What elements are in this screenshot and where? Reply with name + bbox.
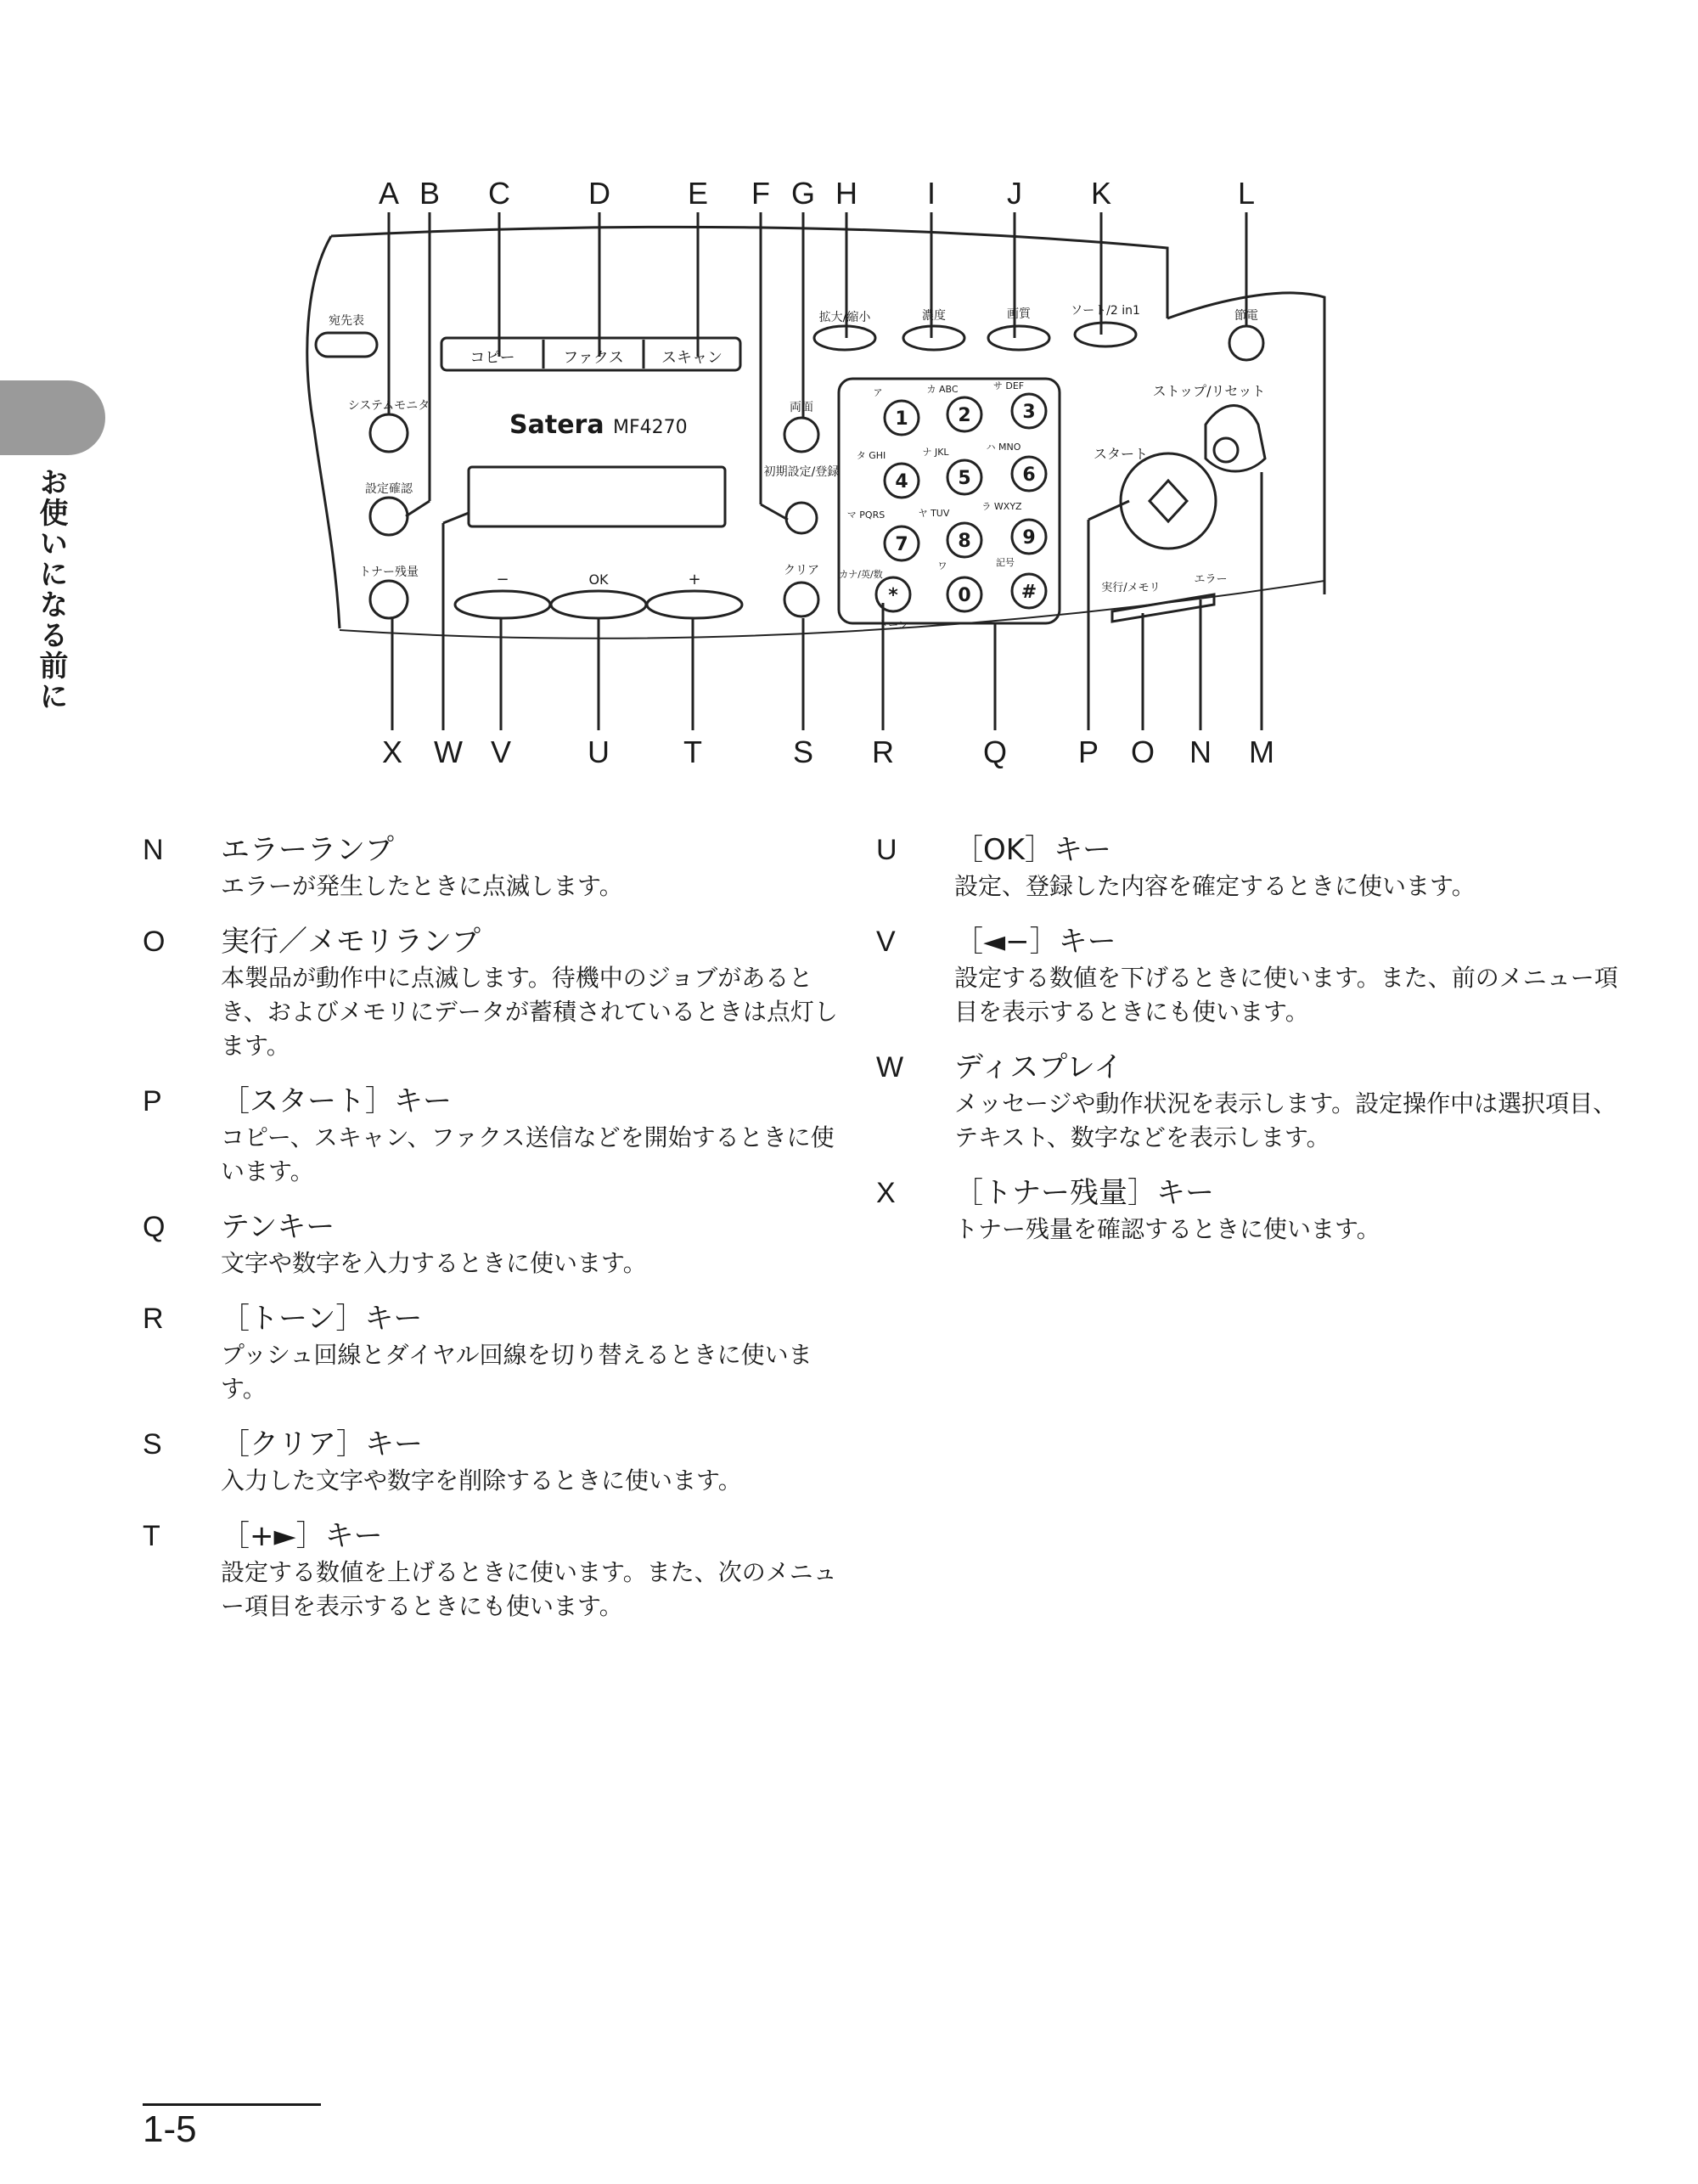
chapter-label: お使いになる前に — [34, 467, 68, 712]
entry-V — [876, 924, 1640, 1029]
key-7-letters: マ PQRS — [846, 509, 886, 521]
entry-O — [143, 924, 839, 1063]
key-star: * — [888, 585, 898, 606]
brand-logo: Satera — [509, 410, 604, 440]
callout-M: M — [1249, 735, 1274, 769]
entry-description: 設定する数値を下げるときに使います。また、前のメニュー項目を表示するときにも使います。 — [954, 964, 1618, 1026]
entry-letter: U — [876, 834, 897, 866]
callout-Q: Q — [982, 735, 1008, 769]
tone-label: トーン — [878, 619, 908, 631]
entry-description: 設定、登録した内容を確定するときに使います。 — [954, 872, 1476, 900]
key-3-letters: サ DEF — [992, 380, 1025, 391]
callout-J: J — [1007, 176, 1022, 211]
key-3: 3 — [1022, 402, 1036, 423]
entry-letter: N — [143, 834, 164, 866]
entry-letter: V — [876, 926, 896, 958]
settings-check-label: 設定確認 — [365, 482, 413, 496]
callout-C: C — [488, 176, 510, 211]
stop-reset-label: ストップ/リセット — [1152, 383, 1266, 399]
address-book-label: 宛先表 — [329, 314, 364, 328]
entry-letter: O — [143, 926, 166, 958]
callout-E: E — [687, 176, 709, 211]
entry-W — [876, 1050, 1640, 1155]
callout-A: A — [378, 176, 400, 211]
entry-description: トナー残量を確認するときに使います。 — [954, 1215, 1380, 1243]
entry-description: メッセージや動作状況を表示します。設定操作中は選択項目、テキスト、数字などを表示します。 — [954, 1089, 1617, 1151]
mode-fax-label: ファクス — [563, 349, 624, 367]
callout-G: G — [790, 176, 816, 211]
entry-U — [876, 832, 1640, 903]
entry-letter: R — [143, 1303, 164, 1335]
memory-label: 実行/メモリ — [1101, 582, 1161, 594]
entry-title: ［+►］キー — [221, 1519, 383, 1553]
entry-N — [143, 832, 839, 903]
mode-copy-label: コピー — [469, 349, 515, 367]
minus-key-label: − — [496, 571, 509, 588]
key-0-letters: ワ — [937, 560, 947, 571]
key-4-letters: タ GHI — [856, 450, 886, 461]
callout-R: R — [872, 735, 894, 769]
callout-L: L — [1237, 176, 1256, 211]
kana-label: カナ/英/数 — [839, 569, 883, 580]
key-8-letters: ヤ TUV — [918, 508, 950, 519]
footer-rule — [143, 2103, 321, 2106]
key-1: 1 — [895, 408, 908, 430]
entry-title: ［トナー残量］キー — [954, 1176, 1214, 1210]
entry-letter: P — [143, 1085, 162, 1117]
entry-title: 実行／メモリランプ — [221, 925, 481, 959]
callout-W: W — [434, 735, 463, 769]
key-2-letters: カ ABC — [926, 384, 959, 395]
callout-S: S — [792, 735, 814, 769]
entry-T — [143, 1518, 839, 1624]
clear-label: クリア — [784, 564, 819, 577]
description-column-left — [143, 832, 839, 1644]
initial-settings-label: 初期設定/登録 — [763, 465, 840, 479]
entry-title: ［スタート］キー — [221, 1084, 452, 1118]
key-1-letters: ア — [873, 387, 883, 398]
key-8: 8 — [958, 531, 971, 552]
description-column-right — [876, 832, 1640, 1267]
callout-K: K — [1090, 176, 1112, 211]
key-4: 4 — [895, 471, 908, 493]
entry-R — [143, 1301, 839, 1406]
energy-saver-label: 節電 — [1234, 309, 1258, 323]
image-quality-label: 画質 — [1007, 307, 1031, 321]
system-monitor-label: システムモニタ — [347, 399, 430, 413]
entry-description: プッシュ回線とダイヤル回線を切り替えるときに使います。 — [221, 1341, 812, 1403]
entry-description: 文字や数字を入力するときに使います。 — [221, 1249, 647, 1277]
page-number: 1-5 — [143, 2108, 197, 2150]
ok-key-label: OK — [588, 571, 609, 588]
entry-title: ［OK］キー — [954, 833, 1112, 867]
callout-B: B — [419, 176, 441, 211]
key-hash-letters: 記号 — [996, 557, 1015, 568]
entry-title: テンキー — [221, 1210, 335, 1244]
key-7: 7 — [895, 534, 908, 555]
error-label: エラー — [1194, 573, 1228, 586]
callout-H: H — [835, 176, 857, 211]
toner-level-label: トナー残量 — [359, 566, 419, 579]
entry-S — [143, 1427, 839, 1498]
callout-P: P — [1077, 735, 1099, 769]
key-hash: # — [1020, 582, 1037, 603]
entry-title: ［◄−］キー — [954, 925, 1116, 959]
entry-description: 設定する数値を上げるときに使います。また、次のメニュー項目を表示するときにも使います。 — [221, 1558, 837, 1620]
plus-key-label: + — [688, 571, 701, 588]
zoom-label: 拡大/縮小 — [818, 311, 871, 324]
entry-description: 入力した文字や数字を削除するときに使います。 — [221, 1466, 742, 1494]
entry-Q — [143, 1209, 839, 1281]
mode-scan-label: スキャン — [661, 349, 722, 367]
duplex-label: 両面 — [790, 401, 813, 414]
callout-V: V — [490, 735, 512, 769]
entry-title: エラーランプ — [221, 833, 394, 867]
entry-description: エラーが発生したときに点滅します。 — [221, 872, 623, 900]
callout-I: I — [926, 176, 936, 211]
entry-X — [876, 1175, 1640, 1247]
callout-O: O — [1130, 735, 1155, 769]
key-5: 5 — [958, 468, 971, 489]
key-6-letters: ハ MNO — [986, 442, 1021, 453]
key-5-letters: ナ JKL — [922, 447, 949, 458]
operation-panel-diagram — [0, 0, 1698, 781]
key-9-letters: ラ WXYZ — [981, 501, 1022, 512]
entry-title: ［クリア］キー — [221, 1427, 423, 1461]
start-label: スタート — [1093, 446, 1149, 462]
entry-letter: Q — [143, 1211, 166, 1243]
callout-T: T — [683, 735, 702, 769]
entry-letter: W — [876, 1051, 904, 1084]
entry-P — [143, 1084, 839, 1189]
callout-N: N — [1189, 735, 1212, 769]
key-6: 6 — [1022, 464, 1036, 486]
callout-F: F — [751, 176, 770, 211]
key-9: 9 — [1022, 527, 1036, 549]
entry-letter: T — [143, 1520, 160, 1552]
entry-title: ディスプレイ — [954, 1050, 1123, 1084]
entry-title: ［トーン］キー — [221, 1302, 423, 1336]
model-name: MF4270 — [613, 417, 688, 438]
key-0: 0 — [958, 585, 971, 606]
entry-letter: S — [143, 1428, 162, 1461]
callout-D: D — [588, 176, 610, 211]
entry-description: 本製品が動作中に点滅します。待機中のジョブがあるとき、およびメモリにデータが蓄積されているときは点灯します。 — [221, 964, 838, 1060]
entry-letter: X — [876, 1177, 896, 1209]
callout-X: X — [381, 735, 403, 769]
sort-2in1-label: ソート/2 in1 — [1071, 304, 1140, 318]
density-label: 濃度 — [922, 309, 946, 323]
callout-U: U — [588, 735, 610, 769]
entry-description: コピー、スキャン、ファクス送信などを開始するときに使います。 — [221, 1123, 835, 1185]
key-2: 2 — [958, 405, 971, 426]
